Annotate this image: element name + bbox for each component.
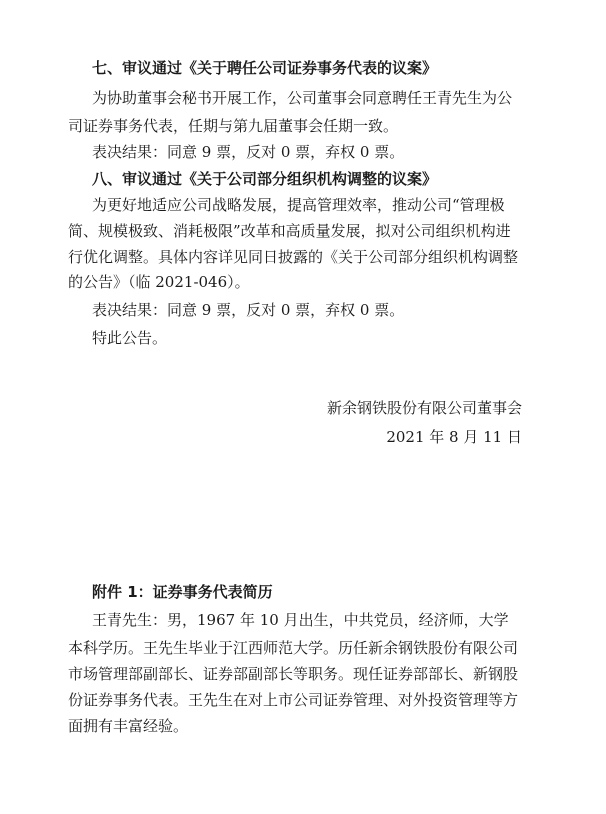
section8-paragraph-line2: 简、规模极致、消耗极限”改革和高质量发展，拟对公司组织机构进	[68, 222, 511, 240]
attachment-line4: 份证券事务代表。王先生在对上市公司证券管理、对外投资管理等方	[68, 691, 519, 709]
attachment-heading: 附件 1：证券事务代表简历	[92, 583, 273, 601]
section8-heading: 八、审议通过《关于公司部分组织机构调整的议案》	[92, 170, 438, 188]
attachment-line5: 面拥有丰富经验。	[68, 717, 189, 735]
section8-paragraph-line4: 的公告》（临 2021-046）。	[68, 273, 250, 291]
section8-paragraph-line1: 为更好地适应公司战略发展，提高管理效率，推动公司“管理极	[92, 196, 505, 214]
section7-vote-result: 表决结果：同意 9 票，反对 0 票，弃权 0 票。	[92, 143, 405, 161]
section7-paragraph-line2: 司证券事务代表，任期与第九届董事会任期一致。	[68, 117, 399, 135]
section7-paragraph-line1: 为协助董事会秘书开展工作，公司董事会同意聘任王青先生为公	[92, 89, 513, 107]
attachment-line3: 市场管理部副部长、证券部副部长等职务。现任证券部部长、新钢股	[68, 665, 519, 683]
signature-date: 2021 年 8 月 11 日	[386, 428, 522, 446]
section7-heading: 七、审议通过《关于聘任公司证券事务代表的议案》	[92, 59, 438, 77]
section8-vote-result: 表决结果：同意 9 票，反对 0 票，弃权 0 票。	[92, 301, 405, 319]
attachment-line2: 本科学历。王先生毕业于江西师范大学。历任新余钢铁股份有限公司	[68, 639, 519, 657]
section8-paragraph-line3: 行优化调整。具体内容详见同日披露的《关于公司部分组织机构调整	[68, 248, 519, 266]
attachment-line1: 王青先生：男，1967 年 10 月出生，中共党员，经济师，大学	[92, 611, 509, 629]
closing-statement: 特此公告。	[92, 329, 168, 347]
signature-company: 新余钢铁股份有限公司董事会	[326, 399, 522, 417]
